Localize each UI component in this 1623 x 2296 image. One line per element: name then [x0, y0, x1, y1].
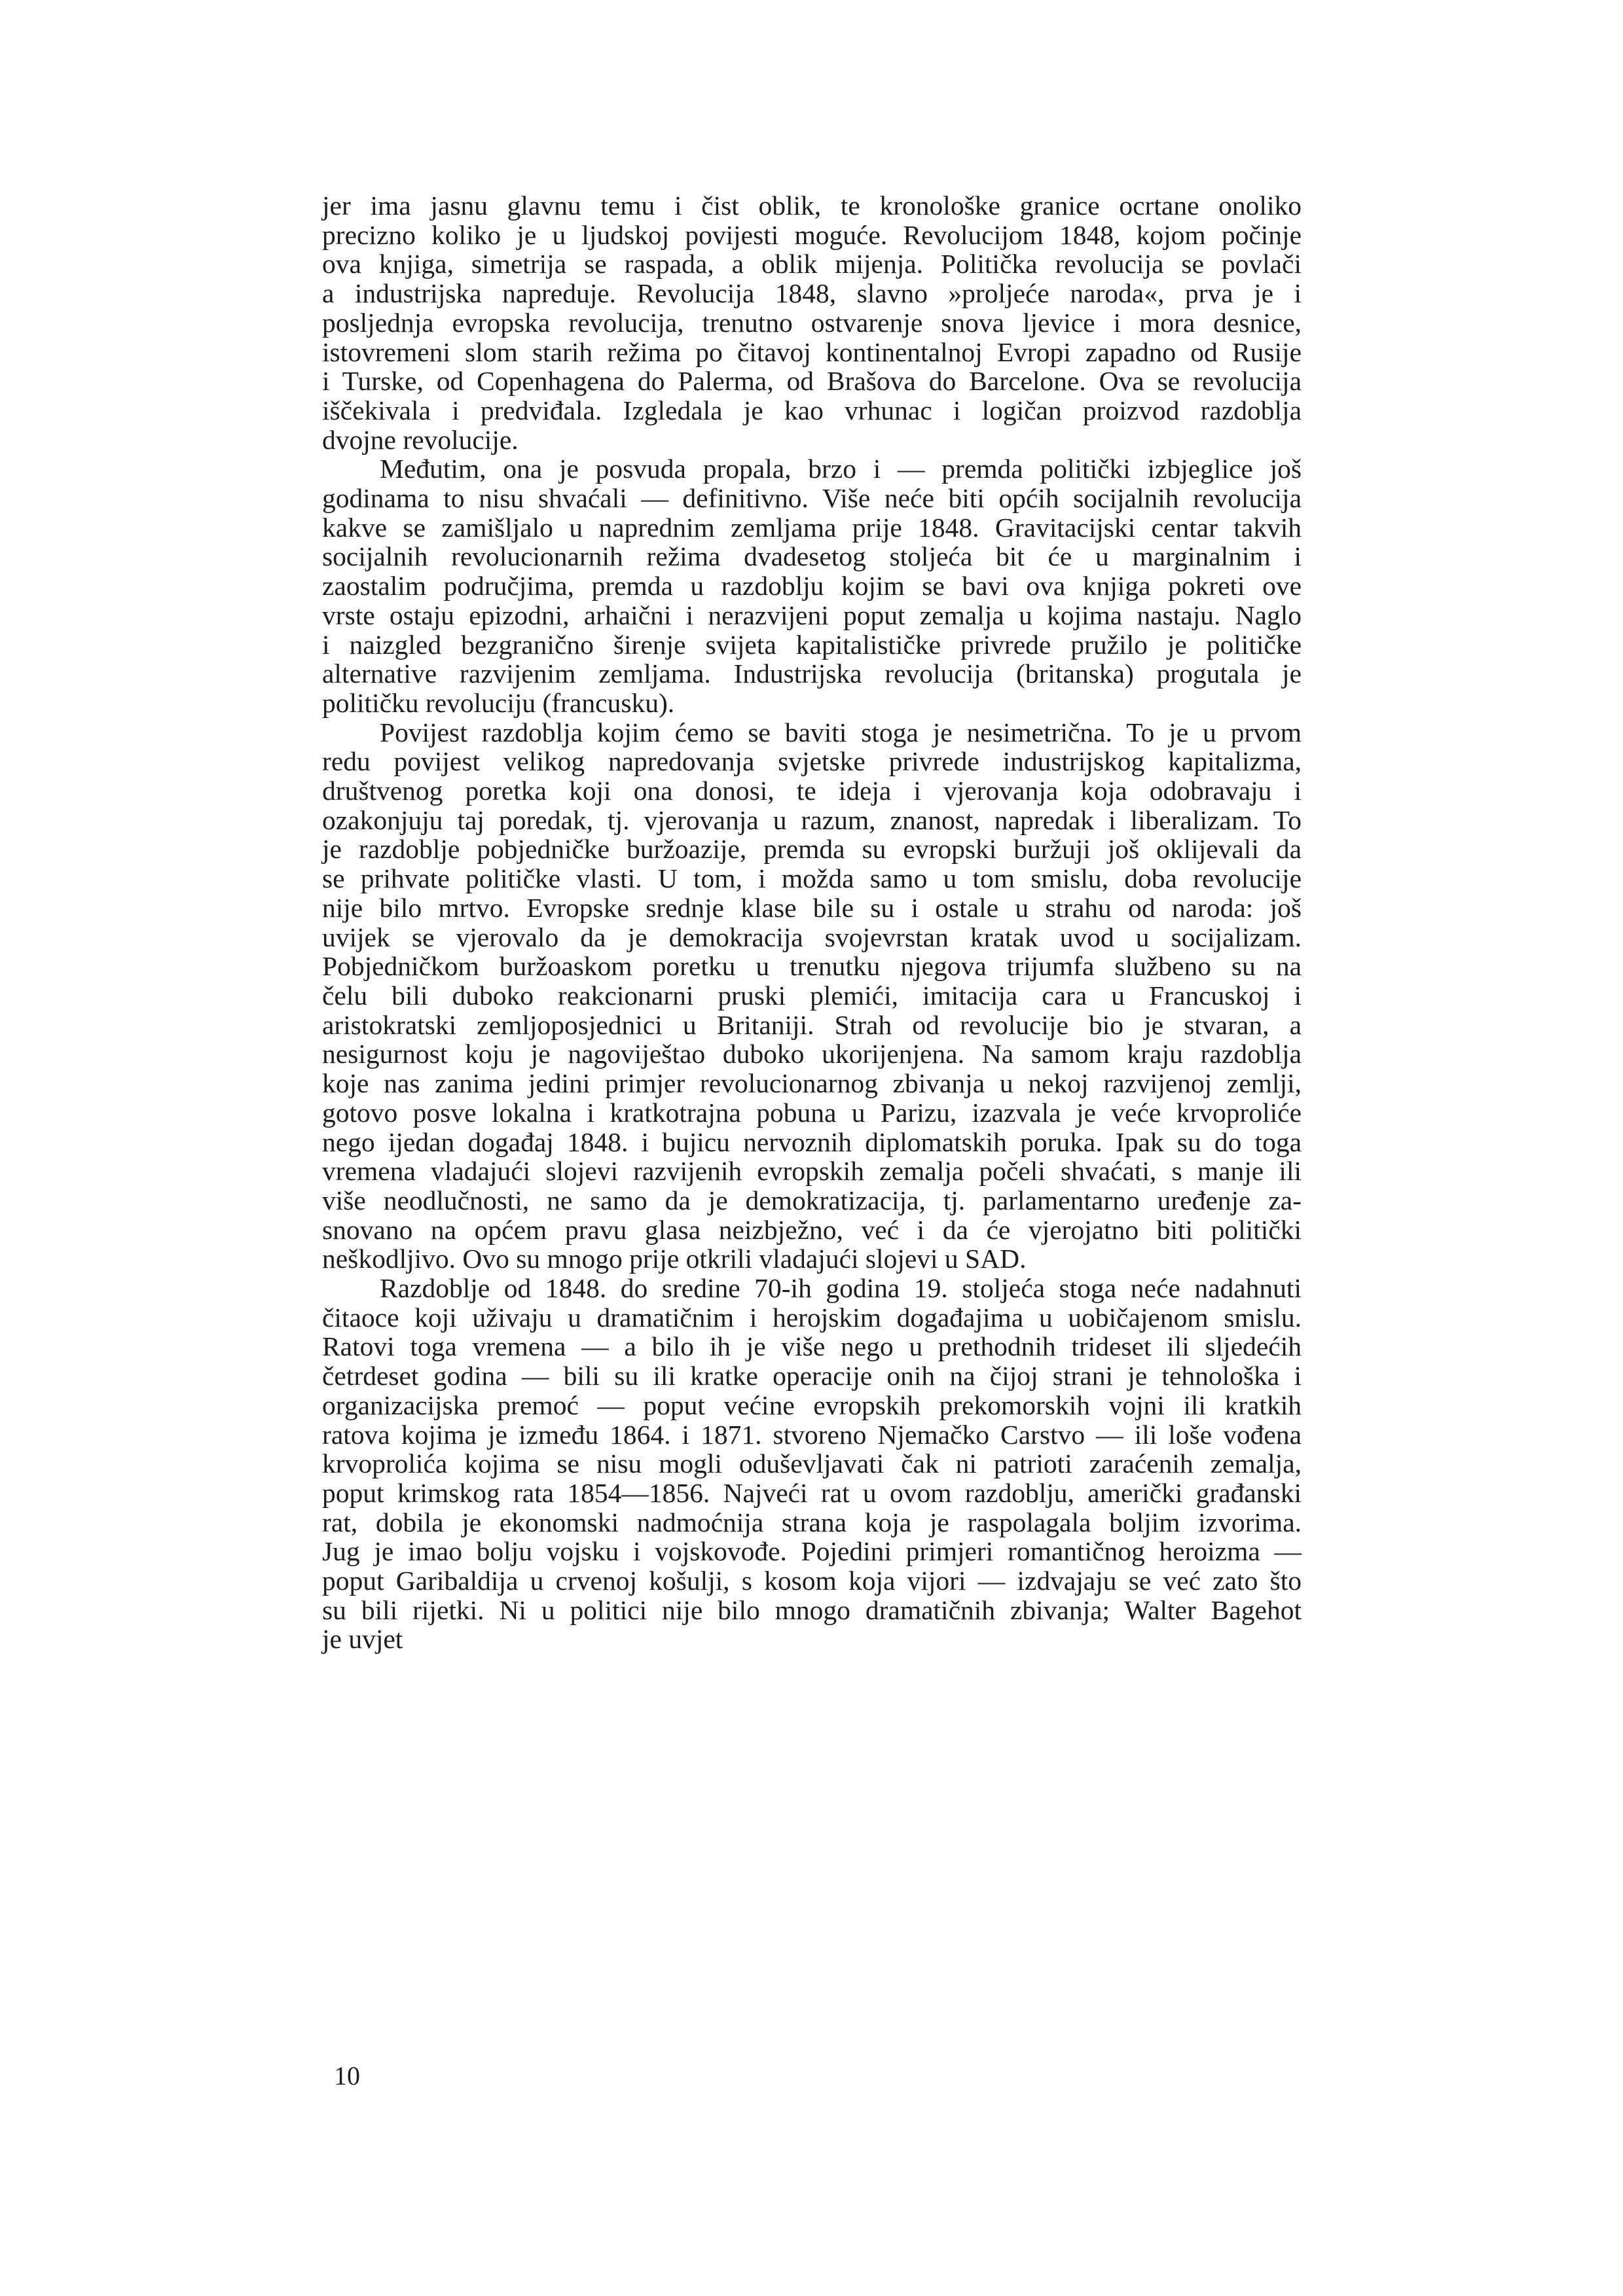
text-line: čelu bili duboko reakcionarni pruski plemići, imitacija cara u Francuskoj i: [322, 980, 1302, 1011]
text-line: čitaoce koji uživaju u dramatičnim i herojskim događajima u uobičajenom smislu.: [322, 1302, 1302, 1333]
text-line: je uvjet: [322, 1624, 403, 1655]
text-line: posljednja evropska revolucija, trenutno ostvarenje snova ljevice i mora desnice,: [322, 307, 1302, 338]
text-line: gotovo posve lokalna i kratkotrajna pobuna u Parizu, izazvala je veće krvoproliće: [322, 1097, 1302, 1128]
text-line: su bili rijetki. Ni u politici nije bilo mnogo dramatičnih zbivanja; Walter Bagehot: [322, 1594, 1302, 1625]
text-line: precizno koliko je u ljudskoj povijesti moguće. Revolucijom 1848, kojom počinje: [322, 219, 1302, 250]
text-line: socijalnih revolucionarnih režima dvadesetog stoljeća bit će u marginalnim i: [322, 541, 1302, 572]
text-line: vrste ostaju epizodni, arhaični i nerazvijeni poput zemalja u kojima nastaju. Naglo: [322, 600, 1302, 630]
text-line: poput Garibaldija u crvenoj košulji, s kosom koja vijori — izdvajaju se već zato što: [322, 1566, 1302, 1596]
text-line: društvenog poretka koji ona donosi, te ideja i vjerovanja koja odobravaju i: [322, 776, 1302, 806]
text-line: redu povijest velikog napredovanja svjetske privrede industrijskog kapitalizma,: [322, 746, 1302, 777]
text-line: iščekivala i predviđala. Izgledala je kao vrhunac i logičan proizvod razdoblja: [322, 395, 1302, 425]
text-line: a industrijska napreduje. Revolucija 1848, slavno »proljeće naroda«, prva je i: [322, 278, 1302, 309]
text-line: Ratovi toga vremena — a bilo ih je više nego u prethodnih trideset ili sljedećih: [322, 1331, 1302, 1362]
text-line: dvojne revolucije.: [322, 424, 519, 455]
paragraph: [322, 454, 1302, 717]
text-line: godinama to nisu shvaćali — definitivno. Više neće biti općih socijalnih revolucija: [322, 483, 1302, 514]
paragraph: [322, 718, 1302, 1274]
text-line: vremena vladajući slojevi razvijenih evropskih zemalja počeli shvaćati, s manje ili: [322, 1156, 1302, 1187]
text-line: alternative razvijenim zemljama. Industrijska revolucija (britanska) progutala je: [322, 658, 1302, 689]
text-line: neškodljivo. Ovo su mnogo prije otkrili vladajući slojevi u SAD.: [322, 1244, 1027, 1274]
text-line: koje nas zanima jedini primjer revolucionarnog zbivanja u nekoj razvijenoj zemlji,: [322, 1068, 1302, 1099]
text-line: organizacijska premoć — poput većine evropskih prekomorskih vojni ili kratkih: [322, 1390, 1302, 1420]
body-text: [322, 191, 1302, 1654]
text-line: jer ima jasnu glavnu temu i čist oblik, te kronološke granice ocrtane onoliko: [322, 190, 1302, 221]
text-line: Pobjedničkom buržoaskom poretku u trenutku njegova trijumfa službeno su na: [322, 951, 1302, 982]
text-line: ova knjiga, simetrija se raspada, a oblik mijenja. Politička revolucija se povlači: [322, 249, 1302, 279]
text-line: četrdeset godina — bili su ili kratke operacije onih na čijoj strani je tehnološka i: [322, 1361, 1302, 1391]
text-line: je razdoblje pobjedničke buržoazije, premda su evropski buržuji još oklijevali da: [322, 834, 1302, 865]
text-line: Povijest razdoblja kojim ćemo se baviti stoga je nesimetrična. To je u prvom: [380, 717, 1302, 747]
text-line: Međutim, ona je posvuda propala, brzo i — premda politički izbjeglice još: [380, 454, 1302, 484]
text-line: Razdoblje od 1848. do sredine 70-ih godina 19. stoljeća stoga neće nadahnuti: [380, 1273, 1302, 1304]
text-line: i Turske, od Copenhagena do Palerma, od Brašova do Barcelone. Ova se revolucija: [322, 366, 1302, 397]
text-line: zaostalim područjima, premda u razdoblju kojim se bavi ova knjiga pokreti ove: [322, 571, 1302, 601]
text-line: aristokratski zemljoposjednici u Britaniji. Strah od revolucije bio je stvaran, a: [322, 1009, 1302, 1040]
paragraph: [322, 191, 1302, 454]
text-line: snovano na općem pravu glasa neizbježno, već i da će vjerojatno biti politički: [322, 1214, 1302, 1245]
text-line: nego ijedan događaj 1848. i bujicu nervoznih diplomatskih poruka. Ipak su do toga: [322, 1126, 1302, 1157]
paragraph: [322, 1274, 1302, 1654]
text-line: se prihvate političke vlasti. U tom, i možda samo u tom smislu, doba revolucije: [322, 863, 1302, 894]
text-line: političku revoluciju (francusku).: [322, 687, 675, 718]
text-line: i naizgled bezgranično širenje svijeta kapitalističke privrede pružilo je političke: [322, 629, 1302, 660]
text-line: poput krimskog rata 1854—1856. Najveći rat u ovom razdoblju, američki građanski: [322, 1477, 1302, 1508]
text-line: ozakonjuju taj poredak, tj. vjerovanja u razum, znanost, napredak i liberalizam. To: [322, 804, 1302, 835]
text-line: ratova kojima je između 1864. i 1871. stvoreno Njemačko Carstvo — ili loše vođena: [322, 1419, 1302, 1450]
text-line: Jug je imao bolju vojsku i vojskovođe. Pojedini primjeri romantičnog heroizma —: [322, 1536, 1302, 1567]
text-line: uvijek se vjerovalo da je demokracija svojevrstan kratak uvod u socijalizam.: [322, 922, 1302, 952]
text-line: krvoprolića kojima se nisu mogli oduševljavati čak ni patrioti zaraćenih zemalja,: [322, 1448, 1302, 1479]
text-line: kakve se zamišljalo u naprednim zemljama prije 1848. Gravitacijski centar takvih: [322, 512, 1302, 543]
text-line: nije bilo mrtvo. Evropske srednje klase bile su i ostale u strahu od naroda: još: [322, 892, 1302, 923]
page-number: 10: [334, 2061, 360, 2090]
text-line: više neodlučnosti, ne samo da je demokratizacija, tj. parlamentarno uređenje za-: [322, 1185, 1302, 1215]
text-line: nesigurnost koju je nagoviještao duboko ukorijenjena. Na samom kraju razdoblja: [322, 1039, 1302, 1069]
text-line: istovremeni slom starih režima po čitavoj kontinentalnoj Evropi zapadno od Rusije: [322, 336, 1302, 367]
text-line: rat, dobila je ekonomski nadmoćnija strana koja je raspolagala boljim izvorima.: [322, 1507, 1302, 1537]
